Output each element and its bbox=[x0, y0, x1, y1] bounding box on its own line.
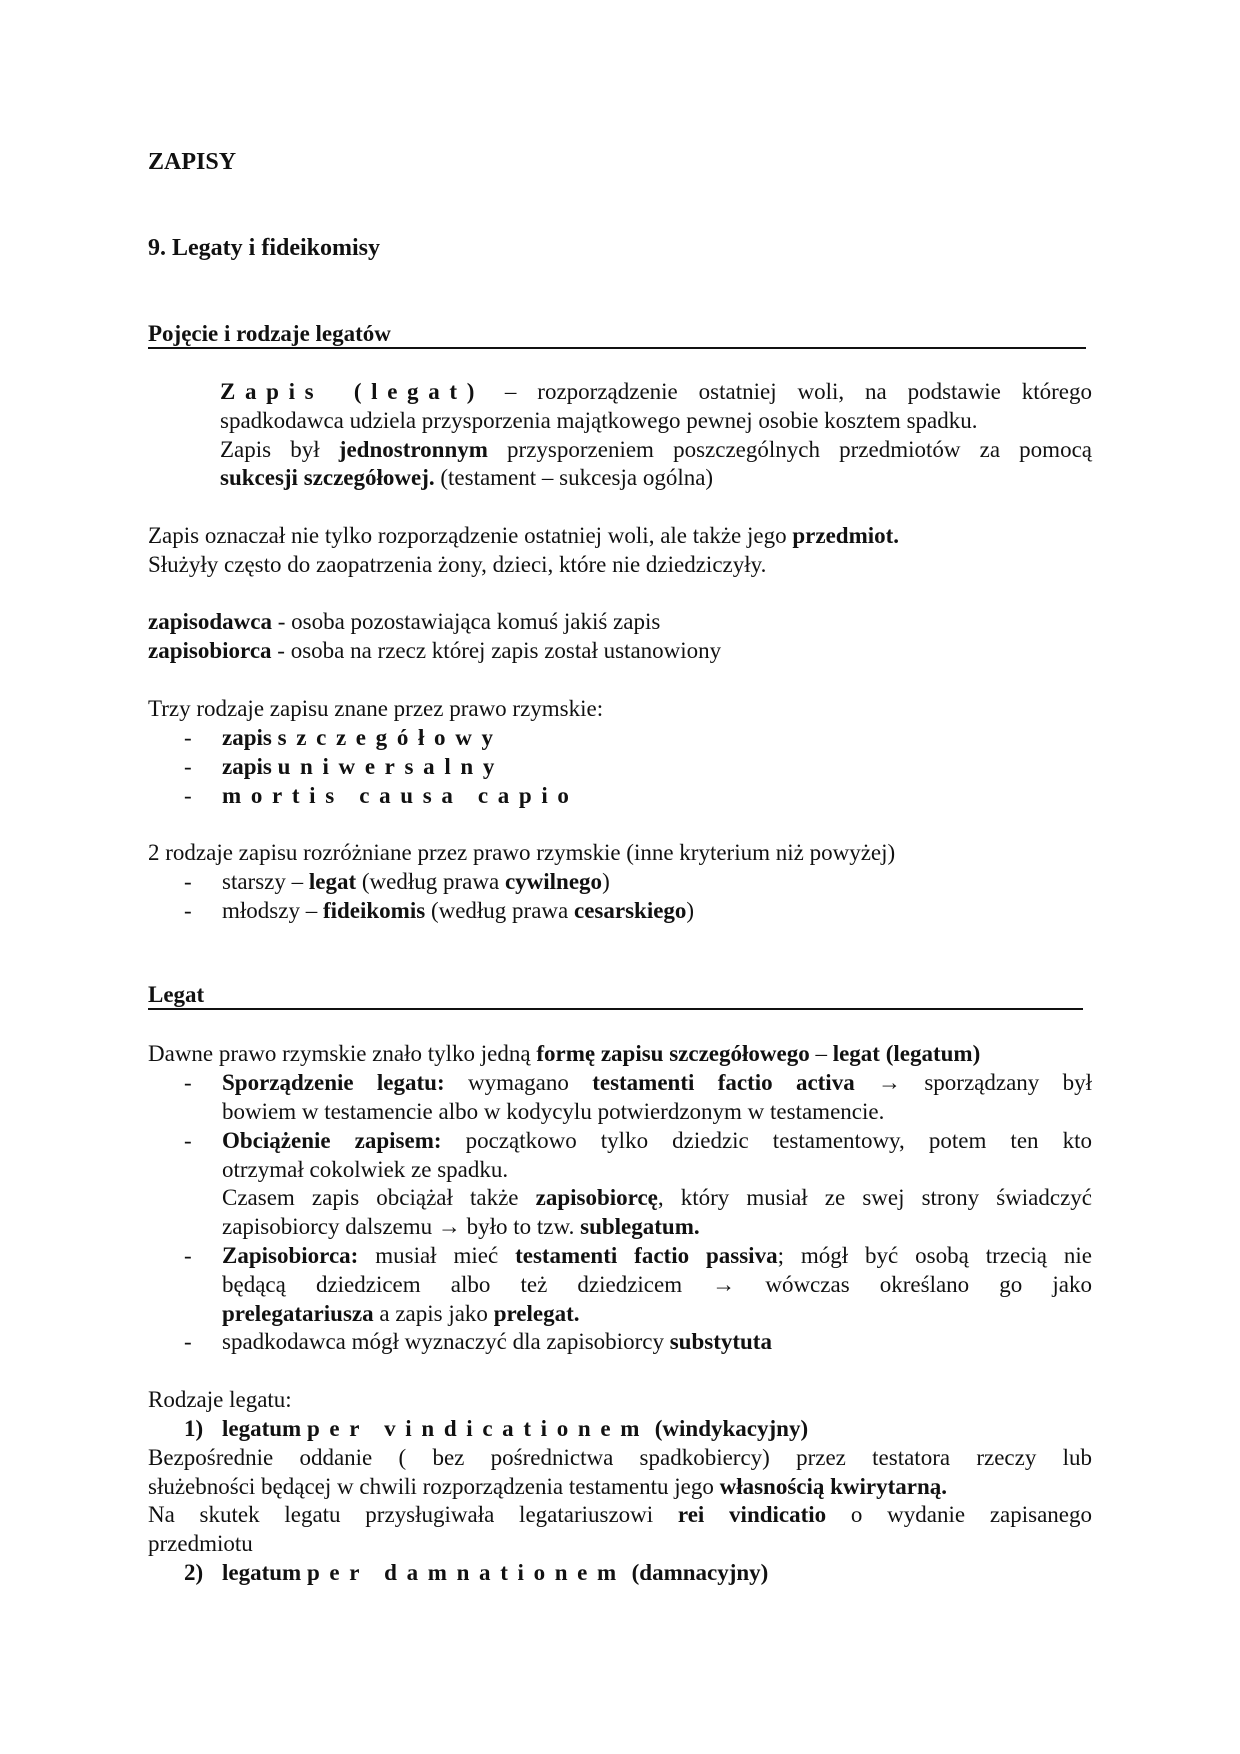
bold-span: legatum bbox=[222, 1560, 307, 1585]
dash-bullet: - bbox=[184, 869, 192, 894]
bold-span: zapis bbox=[222, 725, 278, 750]
spaced-span: per vindicationem bbox=[306, 1416, 650, 1441]
term-zapisodawca bbox=[148, 607, 660, 636]
text-span: ) bbox=[686, 898, 695, 923]
dash-bullet: - bbox=[184, 783, 192, 808]
heading-legat-text: Legat bbox=[148, 982, 205, 1007]
legat-item-3-line-2: będącą dziedzicem albo też dziedzicem → wówczas określano go jako bbox=[222, 1272, 1092, 1297]
bold-span: prelegatariusza bbox=[222, 1301, 374, 1326]
text-span: (według prawa bbox=[425, 898, 574, 923]
text-span: początkowo tylko dziedzic testamentowy, potem ten kto bbox=[441, 1128, 1092, 1153]
text-span: , który musiał ze swej strony świadczyć bbox=[657, 1185, 1092, 1210]
dash-bullet: - bbox=[184, 1243, 192, 1268]
spaced-span: uniwersalny bbox=[277, 754, 504, 779]
text-span: ) bbox=[602, 869, 610, 894]
list-item bbox=[222, 723, 503, 752]
bold-span: cesarskiego bbox=[574, 898, 687, 923]
bold-span: Sporządzenie legatu: bbox=[222, 1070, 445, 1095]
text-span: - osoba na rzecz której zapis został ustanowiony bbox=[271, 638, 722, 663]
bold-span: cywilnego bbox=[504, 869, 603, 894]
legat-item-3-line-3 bbox=[222, 1299, 580, 1328]
bold-span: rei vindicatio bbox=[677, 1502, 827, 1527]
spaced-span: per damnationem bbox=[306, 1560, 626, 1585]
legat-item-1-line-2: bowiem w testamencie albo w kodycylu potwierdzonym w testamencie. bbox=[222, 1099, 885, 1124]
bold-span: formę zapisu szczegółowego bbox=[536, 1041, 810, 1066]
heading-pojecie-text: Pojęcie i rodzaje legatów bbox=[148, 321, 391, 346]
legat-item-2-line-2: otrzymał cokolwiek ze spadku. bbox=[222, 1157, 509, 1182]
text-span: Czasem zapis obciążał także bbox=[222, 1185, 536, 1210]
text-span: – bbox=[809, 1041, 833, 1066]
text-span: ; mógł być osobą trzecią nie bbox=[777, 1243, 1093, 1268]
bold-span: zapis bbox=[222, 754, 278, 779]
bold-span: fideikomis bbox=[322, 898, 426, 923]
bold-span: prelegat. bbox=[493, 1301, 580, 1326]
text-span: o wydanie zapisanego bbox=[826, 1502, 1093, 1527]
list-item bbox=[222, 781, 579, 810]
rodzaje-1-para-line-4: przedmiotu bbox=[148, 1531, 253, 1556]
heading-legat bbox=[148, 981, 1083, 1010]
legat-item-4 bbox=[222, 1327, 772, 1356]
bold-span: testamenti factio activa bbox=[592, 1070, 855, 1095]
legat-item-2-line-3 bbox=[222, 1183, 1092, 1212]
rodzaje-item-2 bbox=[222, 1558, 768, 1587]
list-item bbox=[222, 896, 694, 925]
legat-item-1-line-1 bbox=[222, 1068, 1092, 1097]
text-span: Zapis oznaczał nie tylko rozporządzenie ostatniej woli, ale także jego bbox=[148, 523, 793, 548]
bold-span: własnością kwirytarną. bbox=[719, 1474, 948, 1499]
bold-span: sukcesji szczegółowej. bbox=[220, 465, 435, 490]
text-span: wymagano bbox=[444, 1070, 593, 1095]
dash-bullet: - bbox=[184, 1329, 192, 1354]
text-span: starszy – bbox=[222, 869, 309, 894]
two-kinds-intro: 2 rodzaje zapisu rozróżniane przez prawo rzymskie (inne kryterium niż powyżej) bbox=[148, 840, 896, 865]
dash-bullet: - bbox=[184, 754, 192, 779]
rodzaje-number-1: 1) bbox=[184, 1416, 204, 1441]
legat-item-3-line-1 bbox=[222, 1241, 1092, 1270]
text-span: Dawne prawo rzymskie znało tylko jedną bbox=[148, 1041, 537, 1066]
text-span: młodszy – bbox=[222, 898, 323, 923]
definition-term: Zapis (legat) bbox=[220, 379, 485, 404]
paragraph-zapis-line-2: Służyły często do zaopatrzenia żony, dzieci, które nie dziedziczyły. bbox=[148, 552, 767, 577]
text-span: musiał mieć bbox=[358, 1243, 516, 1268]
bold-span: jednostronnym bbox=[338, 437, 488, 462]
definition-rest: – rozporządzenie ostatniej woli, na podstawie którego bbox=[484, 379, 1092, 404]
text-span: przysporzeniem poszczególnych przedmiotów za pomocą bbox=[487, 437, 1092, 462]
bold-span: Zapisobiorca: bbox=[222, 1243, 359, 1268]
dash-bullet: - bbox=[184, 898, 192, 923]
dash-bullet: - bbox=[184, 1128, 192, 1153]
spaced-span: mortis causa capio bbox=[222, 783, 579, 808]
definition-line-4 bbox=[220, 463, 713, 492]
bold-span: legat bbox=[308, 869, 357, 894]
bold-span: (windykacyjny) bbox=[649, 1416, 809, 1441]
definition-line-2: spadkodawca udziela przysporzenia majątkowego pewnej osobie kosztem spadku. bbox=[220, 408, 978, 433]
rodzaje-1-para-line-3 bbox=[148, 1500, 1092, 1529]
text-span: (testament – sukcesja ogólna) bbox=[434, 465, 714, 490]
bold-span: Obciążenie zapisem: bbox=[222, 1128, 442, 1153]
rodzaje-item-1 bbox=[222, 1414, 808, 1443]
term-zapisobiorca bbox=[148, 636, 721, 665]
text-span: - osoba pozostawiająca komuś jakiś zapis bbox=[271, 609, 661, 634]
text-span: spadkodawca mógł wyznaczyć dla zapisobiorcy bbox=[222, 1329, 670, 1354]
legat-item-2-line-1 bbox=[222, 1126, 1092, 1155]
bold-span: przedmiot. bbox=[792, 523, 900, 548]
heading-pojecie bbox=[148, 320, 1086, 349]
three-kinds-intro: Trzy rodzaje zapisu znane przez prawo rzymskie: bbox=[148, 696, 604, 721]
rodzaje-1-para-line-2 bbox=[148, 1472, 947, 1501]
bold-span: legat (legatum) bbox=[832, 1041, 981, 1066]
text-span: służebności będącej w chwili rozporządzenia testamentu jego bbox=[148, 1474, 720, 1499]
text-span: Zapis był bbox=[220, 437, 339, 462]
dash-bullet: - bbox=[184, 725, 192, 750]
legat-intro bbox=[148, 1039, 980, 1068]
text-span: → sporządzany był bbox=[854, 1070, 1092, 1095]
definition-line-1 bbox=[220, 377, 1092, 406]
paragraph-zapis-line-1 bbox=[148, 521, 899, 550]
bold-span: substytuta bbox=[669, 1329, 772, 1354]
rodzaje-number-2: 2) bbox=[184, 1560, 204, 1585]
definition-line-3 bbox=[220, 435, 1092, 464]
bold-span: (damnacyjny) bbox=[625, 1560, 769, 1585]
bold-span: testamenti factio passiva bbox=[515, 1243, 778, 1268]
text-span: zapisobiorcy dalszemu → było to tzw. bbox=[222, 1214, 581, 1239]
rodzaje-intro: Rodzaje legatu: bbox=[148, 1387, 292, 1412]
text-span: a zapis jako bbox=[373, 1301, 494, 1326]
list-item bbox=[222, 752, 504, 781]
text-span: Na skutek legatu przysługiwała legatariuszowi bbox=[148, 1502, 678, 1527]
bold-span: sublegatum. bbox=[580, 1214, 700, 1239]
legat-item-2-line-4 bbox=[222, 1212, 700, 1241]
section-title: 9. Legaty i fideikomisy bbox=[148, 235, 380, 261]
text-span: (według prawa bbox=[356, 869, 505, 894]
bold-span: zapisobiorcę bbox=[535, 1185, 658, 1210]
spaced-span: szczegółowy bbox=[277, 725, 503, 750]
bold-span: zapisobiorca bbox=[148, 638, 272, 663]
document-title: ZAPISY bbox=[148, 149, 237, 175]
bold-span: zapisodawca bbox=[148, 609, 272, 634]
dash-bullet: - bbox=[184, 1070, 192, 1095]
rodzaje-1-para-line-1: Bezpośrednie oddanie ( bez pośrednictwa spadkobiercy) przez testatora rzeczy lub bbox=[148, 1445, 1092, 1470]
bold-span: legatum bbox=[222, 1416, 307, 1441]
list-item bbox=[222, 867, 610, 896]
